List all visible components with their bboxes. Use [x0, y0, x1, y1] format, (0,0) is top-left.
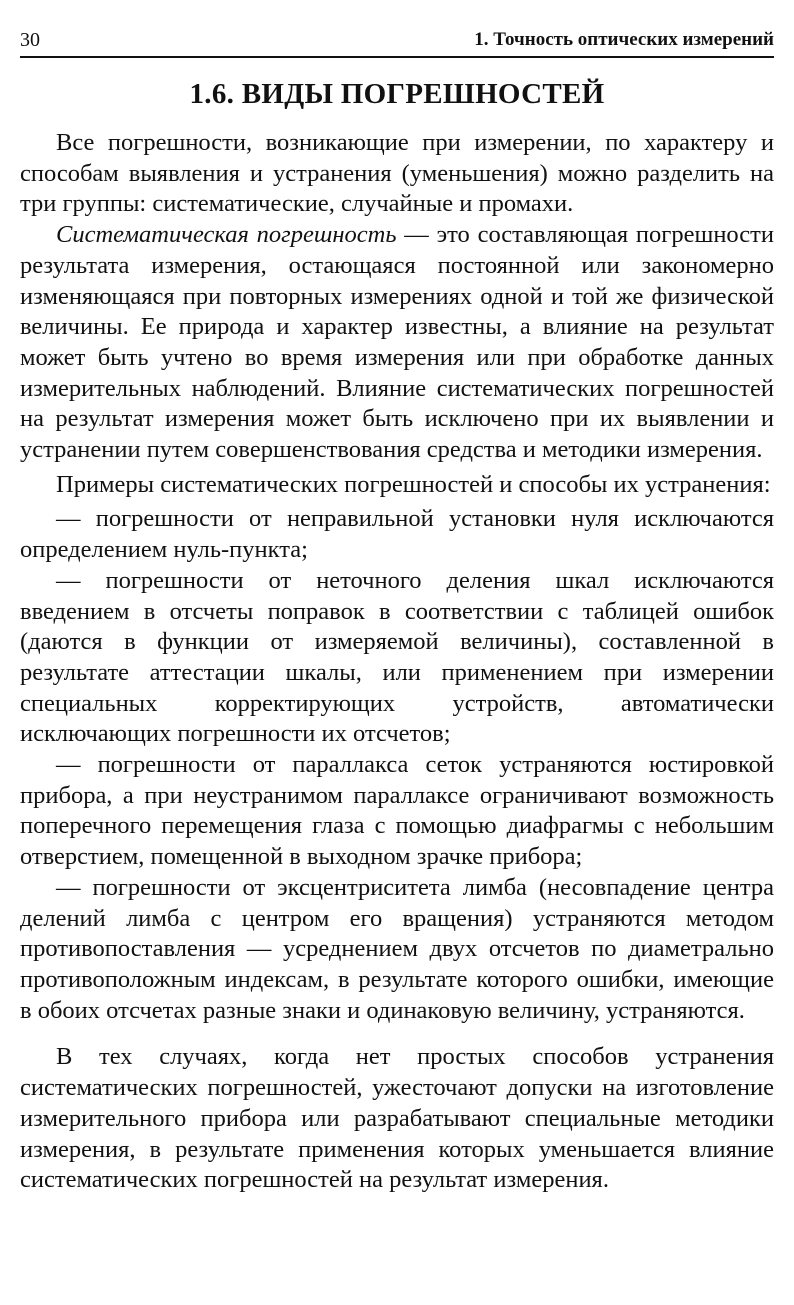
book-page — [20, 0, 774, 1196]
list-item-reticle-parallax: — погрешности от параллакса сеток устраняются юстировкой прибора, а при неустранимом параллаксе ограничивают возможность поперечного перемещения глаза с помощью диафрагмы с небольшим отверстием, помещенной в выходном зрачке прибора; — [20, 751, 774, 871]
list-item-limb-eccentricity: — погрешности от эксцентриситета лимба (несовпадение центра делений лимба с центром его вращения) устраняются методом противопоставления — усреднением двух отсчетов по диаметрально противоположным индексам, в результате которого ошибки, имеющие в обоих отсчетах разные знаки и одинаковую величину, устраняются. — [20, 873, 774, 1024]
section-title: 1.6. ВИДЫ ПОГРЕШНОСТЕЙ — [189, 78, 605, 110]
running-header — [20, 0, 774, 58]
list-item-scale-division: — погрешности от неточного деления шкал исключаются введением в отсчеты поправок в соответствии с таблицей ошибок (даются в функции от измеряемой величины), составленной в результате аттестации шкалы, или применением при измерении специальных корректирующих устройств, автоматически исключающих погрешности их отсчетов; — [20, 566, 774, 748]
term-systematic-error: Систематическая погрешность — [56, 221, 397, 249]
paragraph-examples-intro: Примеры систематических погрешностей и способы их устранения: — [56, 470, 771, 498]
paragraph-systematic-definition — [20, 220, 774, 466]
page-number: 30 — [20, 29, 40, 51]
chapter-title: 1. Точность оптических измерений — [474, 29, 774, 50]
list-item-zero-setting: — погрешности от неправильной установки нуля исключаются определением нуль-пункта; — [20, 505, 774, 564]
paragraph-conclusion: В тех случаях, когда нет простых способов устранения систематических погрешностей, ужесточают допуски на изготовление измерительного прибора или разрабатывают специальные методики измерения, в результате применения которых уменьшается влияние систематических погрешностей на результат измерения. — [20, 1043, 774, 1194]
paragraph-intro: Все погрешности, возникающие при измерении, по характеру и способам выявления и устранения (уменьшения) можно разделить на три группы: систематические, случайные и промахи. — [20, 129, 774, 218]
definition-text: — это составляющая погрешности результата измерения, остающаяся постоянной или закономерно изменяющаяся при повторных измерениях одной и той же физической величины. Ее природа и характер известны, а влияние на результат может быть учтено во время измерения или при обработке данных измерительных наблюдений. Влияние систематических погрешностей на результат измерения может быть исключено при их выявлении и устранении путем совершенствования средства и методики измерения. — [20, 221, 774, 464]
body-text — [20, 128, 774, 1196]
